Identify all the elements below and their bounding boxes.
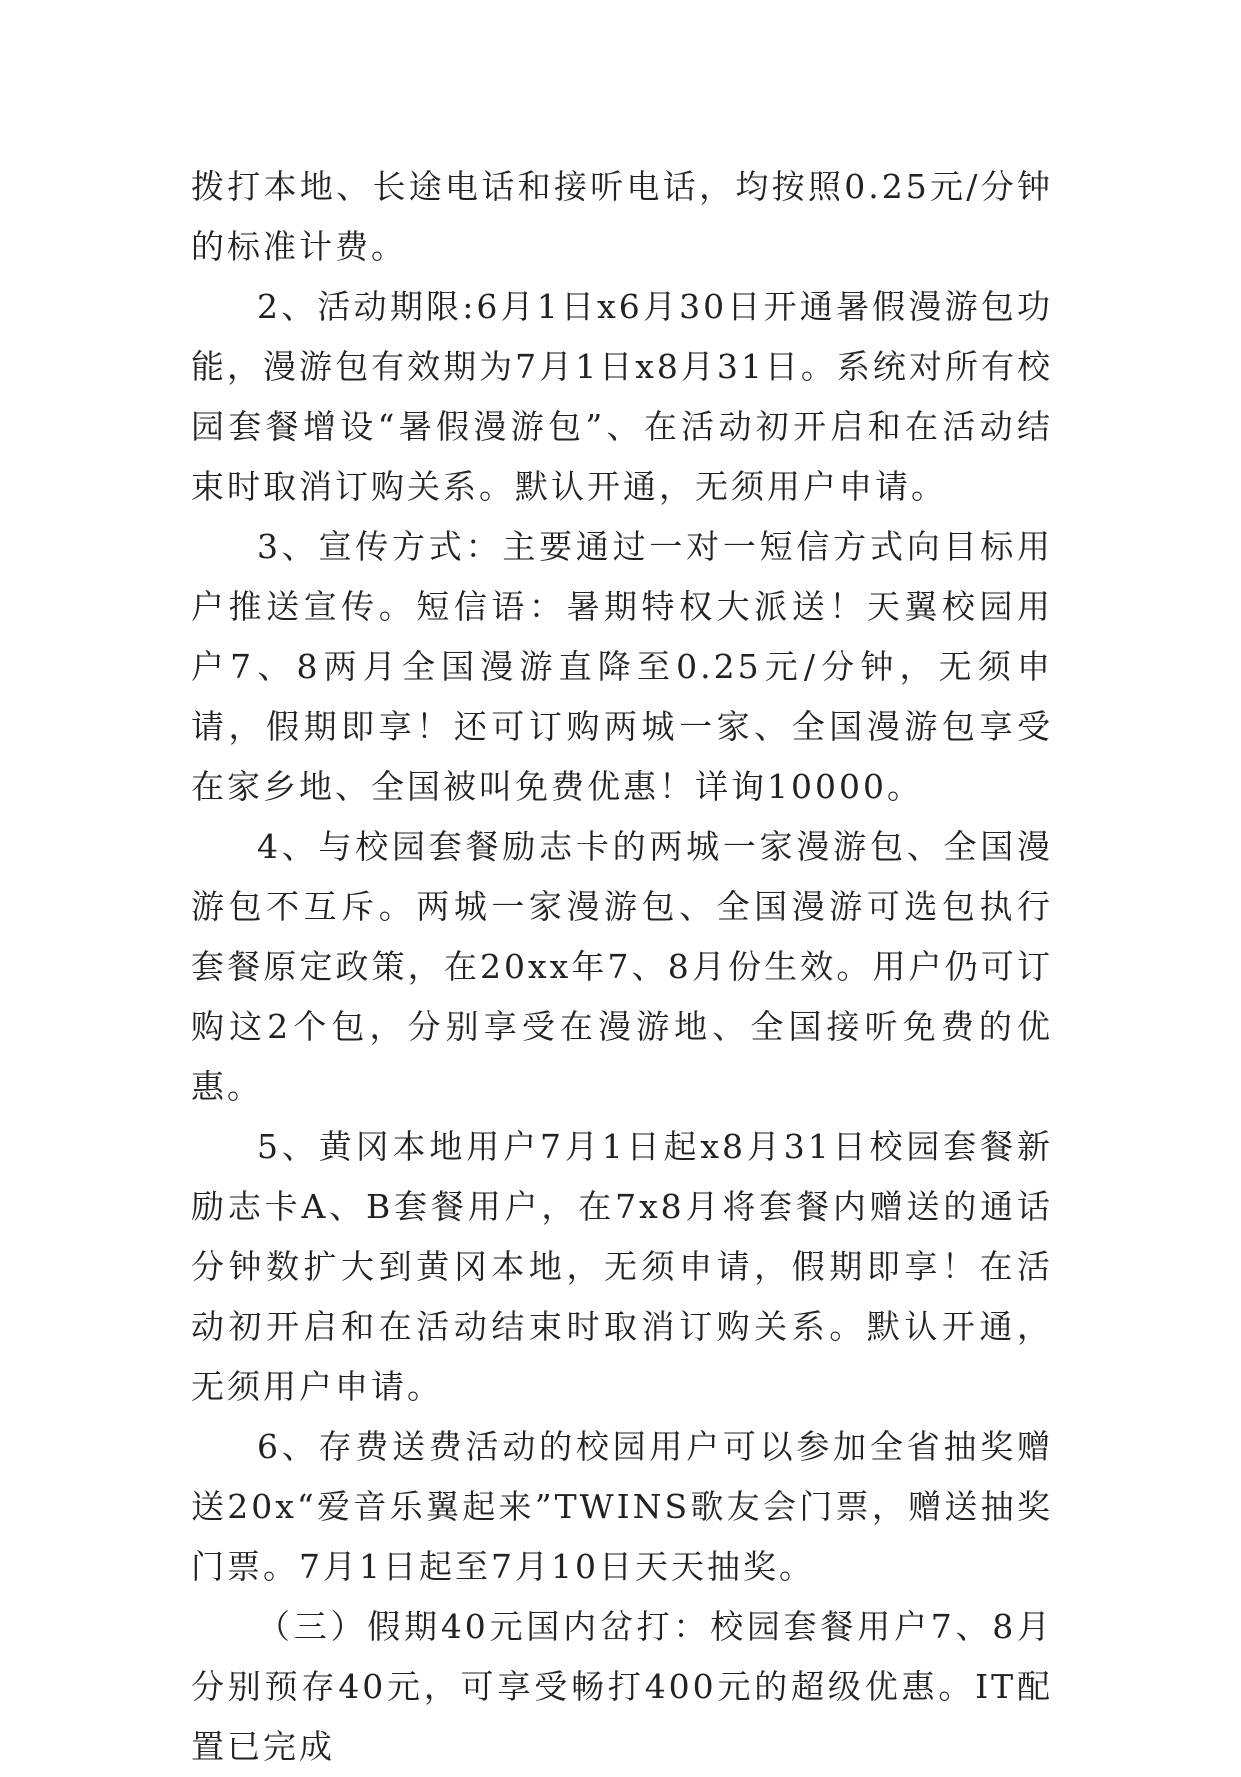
paragraph-activity-period: 2、活动期限:6月1日x6月30日开通暑假漫游包功能，漫游包有效期为7月1日x8月31日。系统对所有校园套餐增设“暑假漫游包”、在活动初开启和在活动结束时取消订购关系。默认开通，无须用户申请。 xyxy=(191,287,1053,506)
paragraph-holiday-calling: （三）假期40元国内岔打：校园套餐用户7、8月分别预存40元，可享受畅打400元的超级优惠。IT配置已完成 xyxy=(191,1607,1053,1766)
paragraph-billing-standard: 拨打本地、长途电话和接听电话，均按照0.25元/分钟的标准计费。 xyxy=(191,167,1053,266)
document-page xyxy=(191,157,1053,1777)
paragraph-roaming-packages: 4、与校园套餐励志卡的两城一家漫游包、全国漫游包不互斥。两城一家漫游包、全国漫游可选包执行套餐原定政策，在20xx年7、8月份生效。用户仍可订购这2个包，分别享受在漫游地、全国接听免费的优惠。 xyxy=(191,827,1053,1106)
paragraph-lottery: 6、存费送费活动的校园用户可以参加全省抽奖赠送20x“爱音乐翼起来”TWINS歌友会门票，赠送抽奖门票。7月1日起至7月10日天天抽奖。 xyxy=(191,1427,1053,1586)
paragraph-promotion-method: 3、宣传方式：主要通过一对一短信方式向目标用户推送宣传。短信语：暑期特权大派送！天翼校园用户7、8两月全国漫游直降至0.25元/分钟，无须申请，假期即享！还可订购两城一家、全国漫游包享受在家乡地、全国被叫免费优惠！详询10000。 xyxy=(191,527,1053,806)
paragraph-huanggang-users: 5、黄冈本地用户7月1日起x8月31日校园套餐新励志卡A、B套餐用户，在7x8月将套餐内赠送的通话分钟数扩大到黄冈本地，无须申请，假期即享！在活动初开启和在活动结束时取消订购关系。默认开通，无须用户申请。 xyxy=(191,1127,1053,1406)
